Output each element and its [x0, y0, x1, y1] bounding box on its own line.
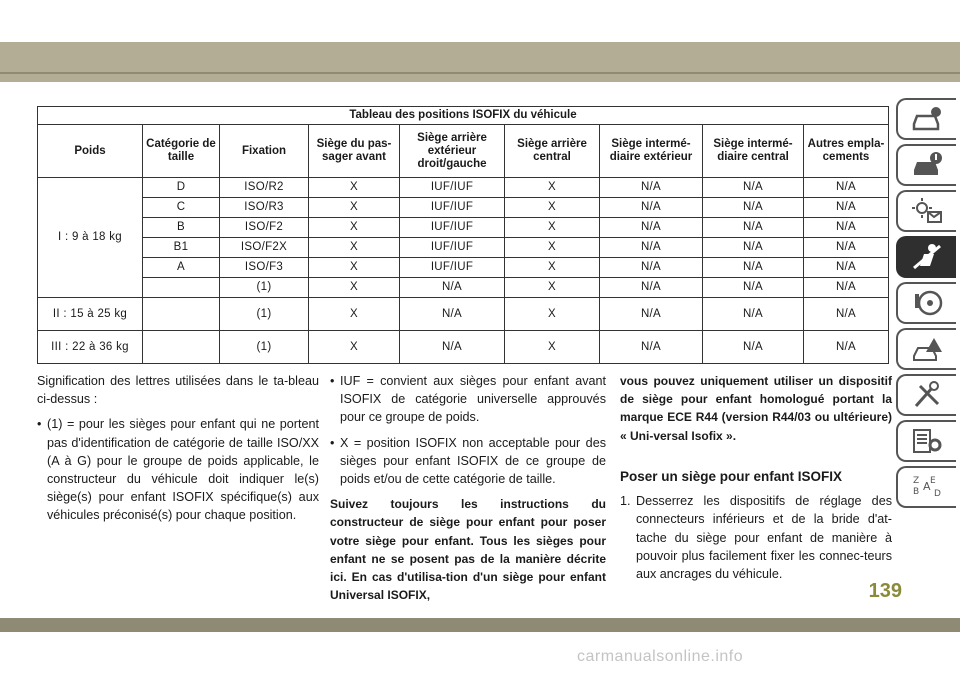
bullet-dot: • [330, 374, 335, 388]
warning-tail: vous pouvez uniquement utiliser un dispositif de siège pour enfant homologué portant la marque ECE R44 (version R44/03 ou ultérieure) « Uni-versal Isofix ». [620, 374, 892, 443]
list-item [37, 415, 319, 524]
table-cell: N/A [600, 278, 703, 298]
spec-gear-icon [910, 426, 944, 456]
table-cell: X [505, 238, 600, 258]
table-cell: (1) [220, 298, 309, 331]
table-header-row [38, 125, 889, 178]
step-text: Desserrez les dispositifs de réglage des connecteurs inférieurs et de la bride d'at-tache du siège pour enfant de manière à pouvoir plus facilement fixer les connec-teurs aux ancrages du véhicule. [636, 494, 892, 582]
weight-cell: III : 22 à 36 kg [38, 331, 143, 364]
svg-text:A: A [923, 480, 931, 493]
table-cell: X [309, 298, 400, 331]
warning-text: Suivez toujours les instructions du constructeur de siège pour enfant pour poser votre siège pour enfant. Tous les sièges pour enfant ne se posent pas de la manière décrite ici. En cas d'utilisa-tion d'un siège pour enfant Universal ISOFIX, [330, 497, 606, 603]
header-poids: Poids [38, 125, 143, 178]
table-cell: N/A [804, 331, 889, 364]
table-cell: N/A [804, 258, 889, 278]
legend-item-iuf: IUF = convient aux sièges pour enfant avant ISOFIX de catégorie universelle approuvés pour ce groupe de poids. [340, 374, 606, 425]
tab-warning-lights[interactable] [896, 144, 956, 186]
table-cell [143, 331, 220, 364]
table-cell: N/A [804, 278, 889, 298]
tab-car-info[interactable] [896, 98, 956, 140]
table-cell: IUF/IUF [400, 218, 505, 238]
weight-cell: II : 15 à 25 kg [38, 298, 143, 331]
table-cell: X [309, 331, 400, 364]
header-categorie: Catégorie de taille [143, 125, 220, 178]
list-item [620, 492, 892, 583]
lights-message-icon [910, 196, 944, 226]
list-item [330, 372, 606, 427]
step-number: 1. [620, 494, 631, 509]
table-cell: ISO/F2X [220, 238, 309, 258]
isofix-table [37, 106, 889, 364]
bullet-dot: • [37, 417, 42, 432]
table-cell: N/A [600, 178, 703, 198]
svg-text:Z: Z [913, 476, 920, 486]
road-hazard-icon [910, 334, 944, 364]
bullet-dot: • [330, 435, 335, 450]
table-cell: N/A [703, 278, 804, 298]
table-cell: N/A [400, 278, 505, 298]
table-cell: (1) [220, 278, 309, 298]
table-row [38, 218, 889, 238]
table-cell: C [143, 198, 220, 218]
svg-text:D: D [934, 489, 941, 499]
table-row [38, 178, 889, 198]
table-cell: X [309, 218, 400, 238]
table-cell: N/A [703, 331, 804, 364]
text-column-2 [330, 372, 606, 603]
table-cell: N/A [804, 198, 889, 218]
table-cell: N/A [804, 178, 889, 198]
footer-band [0, 618, 960, 632]
table-cell: N/A [703, 238, 804, 258]
table-cell: ISO/F3 [220, 258, 309, 278]
table-caption: Tableau des positions ISOFIX du véhicule [38, 107, 889, 125]
header-intermediaire-central: Siège intermé-diaire central [703, 125, 804, 178]
section-title: Poser un siège pour enfant ISOFIX [620, 469, 843, 484]
tab-road-hazard[interactable] [896, 328, 956, 370]
header-stripe [0, 72, 960, 74]
table-cell: (1) [220, 331, 309, 364]
header-band [0, 42, 960, 82]
tab-index[interactable] [896, 466, 956, 508]
table-cell: N/A [400, 331, 505, 364]
table-cell: IUF/IUF [400, 198, 505, 218]
table-cell: X [309, 178, 400, 198]
table-cell: X [505, 198, 600, 218]
table-row [38, 298, 889, 331]
table-cell: X [505, 218, 600, 238]
table-cell: B1 [143, 238, 220, 258]
table-cell: N/A [703, 198, 804, 218]
legend-item-x: X = position ISOFIX non acceptable pour des sièges pour enfant ISOFIX de ce groupe de poids et/ou de cette catégorie de taille. [340, 435, 606, 487]
index-letters-icon [910, 472, 944, 502]
tab-lights-messages[interactable] [896, 190, 956, 232]
car-info-icon [910, 104, 944, 134]
table-cell: D [143, 178, 220, 198]
table-cell: N/A [400, 298, 505, 331]
header-passager-avant: Siège du pas-sager avant [309, 125, 400, 178]
table-cell: N/A [703, 178, 804, 198]
legend-intro: Signification des lettres utilisées dans le ta-bleau ci-dessus : [37, 374, 319, 407]
table-cell: N/A [804, 298, 889, 331]
group-1-rows [38, 178, 889, 298]
isofix-table-container [37, 106, 889, 364]
table-cell: X [505, 278, 600, 298]
tab-seat-safety[interactable] [896, 236, 956, 278]
tab-specifications[interactable] [896, 420, 956, 462]
legend-item-1: (1) = pour les sièges pour enfant qui ne portent pas d'identification de catégorie de taille ISO/XX (A à G) pour le groupe de poids applicable, le constructeur du véhicule doit indiquer le(s) siège(s) pour enfant ISOFIX spécifique(s) aux véhicules préconisé(s) pour chaque position. [47, 417, 319, 523]
warning-text-continued [620, 372, 892, 462]
table-cell: N/A [804, 238, 889, 258]
table-row [38, 238, 889, 258]
table-cell: ISO/R3 [220, 198, 309, 218]
table-cell: X [505, 258, 600, 278]
table-cell: N/A [703, 218, 804, 238]
table-row [38, 198, 889, 218]
chapter-tabs [896, 98, 960, 512]
tab-tools[interactable] [896, 374, 956, 416]
table-cell: N/A [804, 218, 889, 238]
svg-text:E: E [930, 476, 936, 486]
table-cell: A [143, 258, 220, 278]
text-column-1 [37, 372, 319, 532]
svg-text:B: B [913, 487, 920, 497]
table-cell: ISO/R2 [220, 178, 309, 198]
table-cell: N/A [600, 298, 703, 331]
table-cell: X [505, 331, 600, 364]
weight-cell: I : 9 à 18 kg [38, 178, 143, 298]
table-cell: X [505, 178, 600, 198]
tools-icon [910, 380, 944, 410]
table-row [38, 278, 889, 298]
table-cell [143, 278, 220, 298]
table-cell: X [309, 258, 400, 278]
table-cell: N/A [600, 238, 703, 258]
header-arriere-exterieur: Siège arrière extérieur droit/gauche [400, 125, 505, 178]
table-cell [143, 298, 220, 331]
table-cell: IUF/IUF [400, 178, 505, 198]
header-arriere-central: Siège arrière central [505, 125, 600, 178]
header-autres: Autres empla-cements [804, 125, 889, 178]
table-cell: IUF/IUF [400, 238, 505, 258]
seat-safety-icon [910, 242, 944, 272]
table-cell: X [505, 298, 600, 331]
table-cell: N/A [600, 258, 703, 278]
text-column-3 [620, 372, 892, 583]
table-cell: X [309, 238, 400, 258]
header-fixation: Fixation [220, 125, 309, 178]
steering-wheel-icon [910, 288, 944, 318]
table-cell: N/A [600, 331, 703, 364]
watermark: carmanualsonline.info [577, 648, 744, 665]
table-row [38, 331, 889, 364]
header-intermediaire-exterieur: Siège intermé-diaire extérieur [600, 125, 703, 178]
table-cell: X [309, 278, 400, 298]
table-row [38, 258, 889, 278]
table-cell: N/A [703, 298, 804, 331]
table-cell: IUF/IUF [400, 258, 505, 278]
table-cell: N/A [703, 258, 804, 278]
warning-light-icon [910, 150, 944, 180]
table-cell: B [143, 218, 220, 238]
list-item [330, 434, 606, 489]
page-number: 139 [868, 580, 902, 602]
table-cell: ISO/F2 [220, 218, 309, 238]
table-cell: X [309, 198, 400, 218]
table-cell: N/A [600, 218, 703, 238]
tab-steering[interactable] [896, 282, 956, 324]
table-cell: N/A [600, 198, 703, 218]
